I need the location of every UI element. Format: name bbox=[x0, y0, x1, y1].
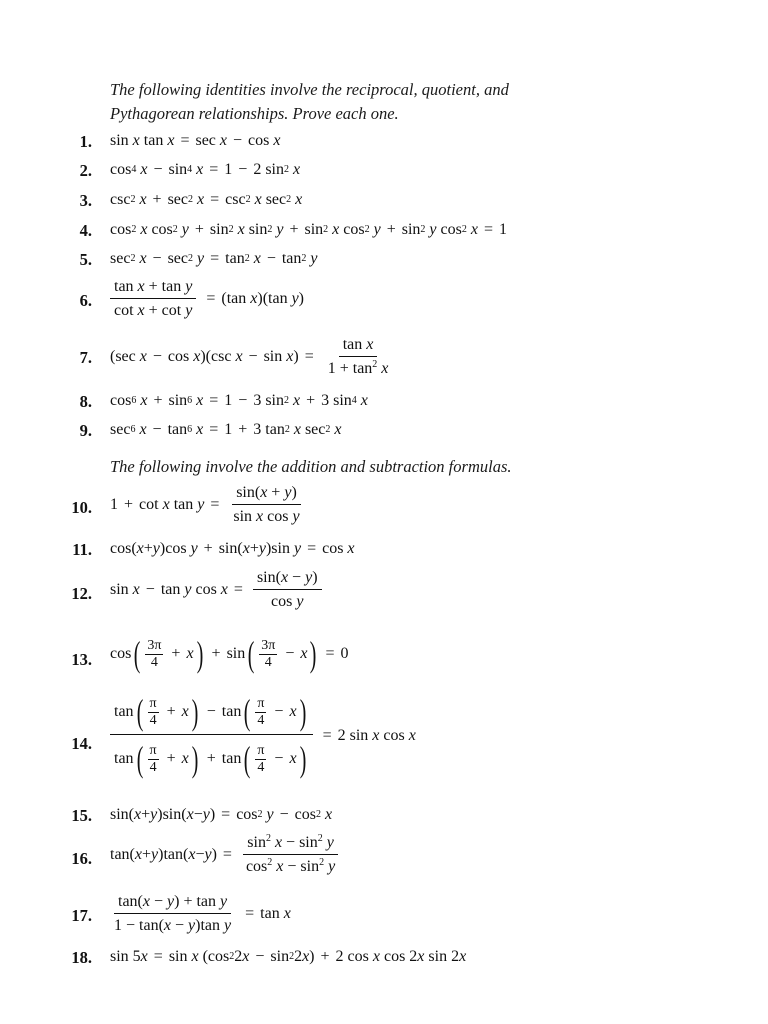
problem-number: 12. bbox=[71, 584, 92, 603]
section-intro-addition: The following involve the addition and subtraction formulas. bbox=[110, 457, 512, 476]
identity: tan( x + y )tan( x − y ) = $\frac{\sin^2 x - \sin^2 y}{\cos^2 x - \sin^2 y}$ bbox=[110, 834, 343, 876]
problem-number: 1. bbox=[79, 132, 92, 151]
problem-number: 5. bbox=[79, 250, 92, 269]
identity: sin x − tan y cos x = $\frac{\sin(x - y)}{\text{cos y}}$ bbox=[110, 569, 326, 611]
identity: sin 5 x = sin x (cos 2 2 x − sin 2 2 x ) + 2 cos x cos 2 x sin 2 x bbox=[110, 948, 467, 965]
identity: tan ( π 4 + x ) − tan ( π 4 − x ) tan ( π 4 + x ) + tan ( π 4 − x ) = 2 sin x cos x bbox=[110, 694, 416, 777]
identity: sin x tan x = sec x − cos x bbox=[110, 132, 281, 149]
problem-number: 11. bbox=[72, 540, 92, 559]
identity: $\frac{\text{tan x + tan y}}{\text{cot x + cot y}}$ = (tan x )(tan y ) bbox=[110, 278, 304, 320]
identity: sec 6 x − tan 6 x = 1 + 3 tan 2 x sec 2 x bbox=[110, 421, 342, 438]
problem-number: 10. bbox=[71, 498, 92, 517]
problem-number: 9. bbox=[79, 421, 92, 440]
problem-number: 3. bbox=[79, 191, 92, 210]
identity: $\frac{\text{tan(x − y) + tan y}}{\text{1 − tan(x − y)tan y}}$ = tan x bbox=[114, 893, 291, 934]
problem-number: 2. bbox=[79, 161, 92, 180]
problem-number: 18. bbox=[71, 948, 92, 967]
identity: sec 2 x − sec 2 y = tan 2 x − tan 2 y bbox=[110, 250, 318, 267]
identity: sin( x + y )sin( x − y ) = cos 2 y − cos 2 x bbox=[110, 806, 333, 823]
identity: cos 6 x + sin 6 x = 1 − 3 sin 2 x + 3 sin 4 x bbox=[110, 392, 368, 409]
intro-line-1: The following identities involve the reciprocal, quotient, and bbox=[110, 80, 509, 99]
problem-number: 13. bbox=[71, 650, 92, 669]
problem-number: 6. bbox=[79, 291, 92, 310]
identity: cos 4 x − sin 4 x = 1 − 2 sin 2 x bbox=[110, 161, 301, 178]
problem-number: 14. bbox=[71, 734, 92, 753]
problem-number: 4. bbox=[79, 221, 92, 240]
identity: cos 2 x cos 2 y + sin 2 x sin 2 y + sin 2 x cos 2 y + sin 2 y cos 2 x = 1 bbox=[110, 221, 507, 238]
problem-number: 16. bbox=[71, 849, 92, 868]
section-intro-reciprocal bbox=[110, 78, 509, 126]
problem-number: 17. bbox=[71, 906, 92, 925]
identity: (sec x − cos x )(csc x − sin x ) = $\frac{\text{tan x}}{1 + \tan^2 x}$ bbox=[110, 336, 389, 377]
identity: cos( x + y )cos y + sin( x + y )sin y = cos x bbox=[110, 540, 355, 557]
problem-number: 15. bbox=[71, 806, 92, 825]
identity: cos ( 3π 4 + x ) + sin ( 3π 4 − x ) = 0 bbox=[110, 634, 349, 674]
problem-number: 7. bbox=[79, 348, 92, 367]
problem-number: 8. bbox=[79, 392, 92, 411]
intro-line-2: Pythagorean relationships. Prove each one. bbox=[110, 104, 399, 123]
identity: 1 + cot x tan y = $\frac{\sin(x + y)}{\text{sin x cos y}}$ bbox=[110, 484, 300, 525]
identity: csc 2 x + sec 2 x = csc 2 x sec 2 x bbox=[110, 191, 303, 208]
